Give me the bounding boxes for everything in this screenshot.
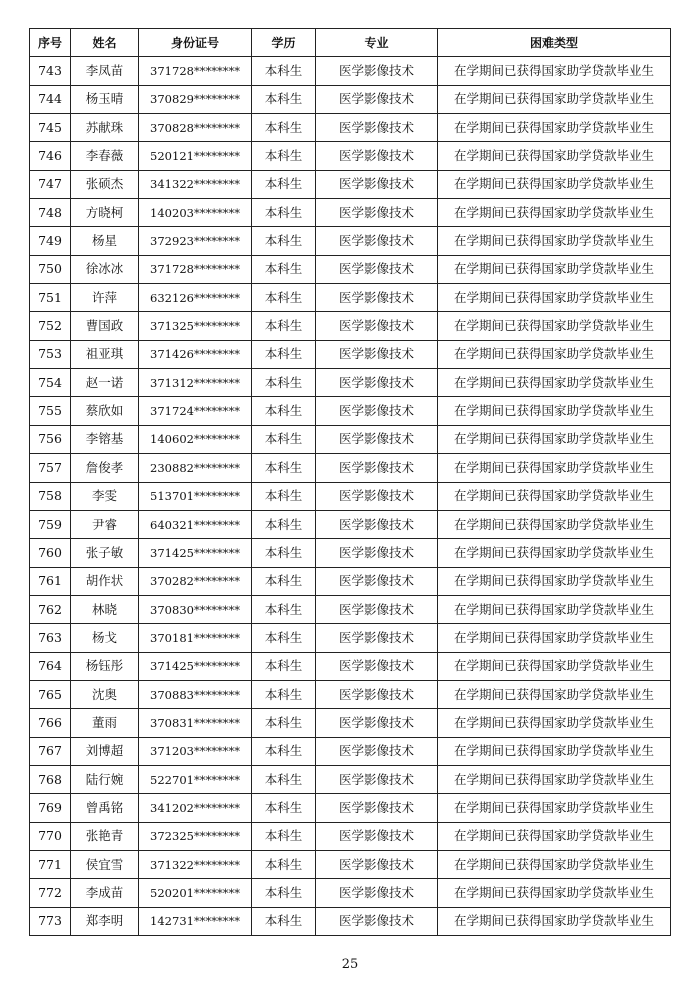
cell-difficulty-type: 在学期间已获得国家助学贷款毕业生 — [438, 85, 671, 113]
cell-education: 本科生 — [252, 510, 316, 538]
cell-difficulty-type: 在学期间已获得国家助学贷款毕业生 — [438, 510, 671, 538]
cell-education: 本科生 — [252, 794, 316, 822]
cell-id-number: 370829******** — [139, 85, 252, 113]
cell-difficulty-type: 在学期间已获得国家助学贷款毕业生 — [438, 907, 671, 935]
cell-difficulty-type: 在学期间已获得国家助学贷款毕业生 — [438, 709, 671, 737]
cell-index: 767 — [30, 737, 71, 765]
cell-id-number: 341322******** — [139, 170, 252, 198]
cell-major: 医学影像技术 — [316, 510, 438, 538]
cell-index: 751 — [30, 284, 71, 312]
cell-difficulty-type: 在学期间已获得国家助学贷款毕业生 — [438, 850, 671, 878]
table-row — [30, 114, 671, 142]
cell-name: 杨玉晴 — [71, 85, 139, 113]
cell-name: 詹俊孝 — [71, 454, 139, 482]
cell-id-number: 632126******** — [139, 284, 252, 312]
cell-difficulty-type: 在学期间已获得国家助学贷款毕业生 — [438, 199, 671, 227]
cell-index: 750 — [30, 255, 71, 283]
cell-major: 医学影像技术 — [316, 340, 438, 368]
cell-major: 医学影像技术 — [316, 709, 438, 737]
cell-major: 医学影像技术 — [316, 312, 438, 340]
table-row — [30, 482, 671, 510]
cell-index: 770 — [30, 822, 71, 850]
cell-education: 本科生 — [252, 879, 316, 907]
cell-name: 祖亚琪 — [71, 340, 139, 368]
header-name: 姓名 — [71, 29, 139, 57]
table-row — [30, 369, 671, 397]
cell-education: 本科生 — [252, 57, 316, 85]
header-education: 学历 — [252, 29, 316, 57]
table-header — [30, 29, 671, 57]
cell-education: 本科生 — [252, 680, 316, 708]
cell-name: 杨星 — [71, 227, 139, 255]
cell-id-number: 371728******** — [139, 255, 252, 283]
cell-name: 郑李明 — [71, 907, 139, 935]
cell-difficulty-type: 在学期间已获得国家助学贷款毕业生 — [438, 114, 671, 142]
table-row — [30, 227, 671, 255]
cell-education: 本科生 — [252, 850, 316, 878]
cell-name: 蔡欣如 — [71, 397, 139, 425]
table-row — [30, 284, 671, 312]
cell-id-number: 520121******** — [139, 142, 252, 170]
cell-difficulty-type: 在学期间已获得国家助学贷款毕业生 — [438, 312, 671, 340]
cell-index: 757 — [30, 454, 71, 482]
cell-index: 769 — [30, 794, 71, 822]
cell-difficulty-type: 在学期间已获得国家助学贷款毕业生 — [438, 255, 671, 283]
cell-difficulty-type: 在学期间已获得国家助学贷款毕业生 — [438, 369, 671, 397]
table-row — [30, 822, 671, 850]
cell-major: 医学影像技术 — [316, 879, 438, 907]
cell-name: 侯宜雪 — [71, 850, 139, 878]
cell-name: 许萍 — [71, 284, 139, 312]
table-row — [30, 624, 671, 652]
cell-name: 张艳青 — [71, 822, 139, 850]
cell-index: 749 — [30, 227, 71, 255]
cell-difficulty-type: 在学期间已获得国家助学贷款毕业生 — [438, 340, 671, 368]
cell-major: 医学影像技术 — [316, 199, 438, 227]
cell-index: 761 — [30, 567, 71, 595]
cell-id-number: 371426******** — [139, 340, 252, 368]
cell-major: 医学影像技术 — [316, 454, 438, 482]
cell-index: 747 — [30, 170, 71, 198]
table-row — [30, 595, 671, 623]
cell-difficulty-type: 在学期间已获得国家助学贷款毕业生 — [438, 624, 671, 652]
cell-name: 曹国政 — [71, 312, 139, 340]
cell-name: 李雯 — [71, 482, 139, 510]
cell-name: 曾禹铭 — [71, 794, 139, 822]
table-row — [30, 907, 671, 935]
cell-name: 刘博超 — [71, 737, 139, 765]
cell-major: 医学影像技术 — [316, 907, 438, 935]
cell-name: 苏献珠 — [71, 114, 139, 142]
cell-id-number: 520201******** — [139, 879, 252, 907]
cell-index: 760 — [30, 539, 71, 567]
cell-difficulty-type: 在学期间已获得国家助学贷款毕业生 — [438, 737, 671, 765]
cell-difficulty-type: 在学期间已获得国家助学贷款毕业生 — [438, 879, 671, 907]
cell-name: 尹睿 — [71, 510, 139, 538]
table-row — [30, 539, 671, 567]
cell-index: 772 — [30, 879, 71, 907]
table-row — [30, 652, 671, 680]
cell-major: 医学影像技术 — [316, 85, 438, 113]
cell-education: 本科生 — [252, 255, 316, 283]
cell-index: 764 — [30, 652, 71, 680]
table-row — [30, 737, 671, 765]
cell-index: 768 — [30, 765, 71, 793]
cell-id-number: 371322******** — [139, 850, 252, 878]
cell-name: 林晓 — [71, 595, 139, 623]
cell-id-number: 140203******** — [139, 199, 252, 227]
cell-education: 本科生 — [252, 737, 316, 765]
cell-name: 杨戈 — [71, 624, 139, 652]
cell-id-number: 230882******** — [139, 454, 252, 482]
cell-education: 本科生 — [252, 709, 316, 737]
cell-name: 董雨 — [71, 709, 139, 737]
cell-index: 756 — [30, 425, 71, 453]
cell-major: 医学影像技术 — [316, 255, 438, 283]
cell-major: 医学影像技术 — [316, 369, 438, 397]
cell-difficulty-type: 在学期间已获得国家助学贷款毕业生 — [438, 482, 671, 510]
cell-name: 李镕基 — [71, 425, 139, 453]
table-row — [30, 454, 671, 482]
cell-index: 759 — [30, 510, 71, 538]
cell-id-number: 371728******** — [139, 57, 252, 85]
cell-name: 胡作状 — [71, 567, 139, 595]
cell-education: 本科生 — [252, 114, 316, 142]
cell-education: 本科生 — [252, 340, 316, 368]
cell-major: 医学影像技术 — [316, 284, 438, 312]
cell-id-number: 371203******** — [139, 737, 252, 765]
cell-name: 沈奥 — [71, 680, 139, 708]
cell-index: 748 — [30, 199, 71, 227]
cell-difficulty-type: 在学期间已获得国家助学贷款毕业生 — [438, 822, 671, 850]
table-row — [30, 510, 671, 538]
cell-education: 本科生 — [252, 170, 316, 198]
cell-difficulty-type: 在学期间已获得国家助学贷款毕业生 — [438, 595, 671, 623]
cell-name: 陆行婉 — [71, 765, 139, 793]
cell-education: 本科生 — [252, 199, 316, 227]
cell-index: 758 — [30, 482, 71, 510]
cell-difficulty-type: 在学期间已获得国家助学贷款毕业生 — [438, 57, 671, 85]
student-table — [29, 28, 671, 936]
table-row — [30, 397, 671, 425]
cell-major: 医学影像技术 — [316, 142, 438, 170]
cell-major: 医学影像技术 — [316, 737, 438, 765]
cell-education: 本科生 — [252, 142, 316, 170]
header-row — [30, 29, 671, 57]
header-major: 专业 — [316, 29, 438, 57]
cell-id-number: 513701******** — [139, 482, 252, 510]
page-number: 25 — [341, 957, 359, 972]
cell-name: 李成苗 — [71, 879, 139, 907]
cell-index: 771 — [30, 850, 71, 878]
cell-difficulty-type: 在学期间已获得国家助学贷款毕业生 — [438, 170, 671, 198]
cell-major: 医学影像技术 — [316, 114, 438, 142]
cell-id-number: 371724******** — [139, 397, 252, 425]
cell-difficulty-type: 在学期间已获得国家助学贷款毕业生 — [438, 794, 671, 822]
cell-index: 763 — [30, 624, 71, 652]
table-row — [30, 425, 671, 453]
cell-major: 医学影像技术 — [316, 822, 438, 850]
cell-major: 医学影像技术 — [316, 794, 438, 822]
table-body — [30, 57, 671, 936]
cell-index: 746 — [30, 142, 71, 170]
cell-difficulty-type: 在学期间已获得国家助学贷款毕业生 — [438, 765, 671, 793]
cell-id-number: 370883******** — [139, 680, 252, 708]
cell-difficulty-type: 在学期间已获得国家助学贷款毕业生 — [438, 425, 671, 453]
cell-id-number: 371425******** — [139, 652, 252, 680]
cell-id-number: 370831******** — [139, 709, 252, 737]
cell-education: 本科生 — [252, 595, 316, 623]
cell-major: 医学影像技术 — [316, 850, 438, 878]
cell-major: 医学影像技术 — [316, 765, 438, 793]
cell-major: 医学影像技术 — [316, 227, 438, 255]
cell-id-number: 341202******** — [139, 794, 252, 822]
table-row — [30, 765, 671, 793]
cell-id-number: 370828******** — [139, 114, 252, 142]
cell-name: 徐冰冰 — [71, 255, 139, 283]
cell-index: 762 — [30, 595, 71, 623]
cell-major: 医学影像技术 — [316, 170, 438, 198]
cell-name: 张硕杰 — [71, 170, 139, 198]
cell-major: 医学影像技术 — [316, 57, 438, 85]
cell-difficulty-type: 在学期间已获得国家助学贷款毕业生 — [438, 284, 671, 312]
cell-index: 773 — [30, 907, 71, 935]
cell-difficulty-type: 在学期间已获得国家助学贷款毕业生 — [438, 680, 671, 708]
cell-id-number: 640321******** — [139, 510, 252, 538]
cell-major: 医学影像技术 — [316, 567, 438, 595]
cell-id-number: 372923******** — [139, 227, 252, 255]
cell-education: 本科生 — [252, 482, 316, 510]
cell-major: 医学影像技术 — [316, 652, 438, 680]
cell-major: 医学影像技术 — [316, 482, 438, 510]
cell-difficulty-type: 在学期间已获得国家助学贷款毕业生 — [438, 567, 671, 595]
cell-education: 本科生 — [252, 652, 316, 680]
cell-id-number: 522701******** — [139, 765, 252, 793]
table-row — [30, 142, 671, 170]
cell-education: 本科生 — [252, 425, 316, 453]
cell-index: 752 — [30, 312, 71, 340]
cell-id-number: 371425******** — [139, 539, 252, 567]
table-row — [30, 709, 671, 737]
cell-index: 755 — [30, 397, 71, 425]
cell-index: 754 — [30, 369, 71, 397]
table-row — [30, 340, 671, 368]
cell-education: 本科生 — [252, 624, 316, 652]
table-row — [30, 199, 671, 227]
cell-id-number: 372325******** — [139, 822, 252, 850]
table-row — [30, 680, 671, 708]
cell-id-number: 371325******** — [139, 312, 252, 340]
cell-name: 赵一诺 — [71, 369, 139, 397]
table-row — [30, 794, 671, 822]
cell-id-number: 142731******** — [139, 907, 252, 935]
header-index: 序号 — [30, 29, 71, 57]
cell-index: 744 — [30, 85, 71, 113]
cell-index: 745 — [30, 114, 71, 142]
cell-id-number: 370282******** — [139, 567, 252, 595]
cell-education: 本科生 — [252, 397, 316, 425]
cell-index: 766 — [30, 709, 71, 737]
cell-education: 本科生 — [252, 765, 316, 793]
cell-education: 本科生 — [252, 369, 316, 397]
table-row — [30, 85, 671, 113]
cell-id-number: 140602******** — [139, 425, 252, 453]
cell-major: 医学影像技术 — [316, 595, 438, 623]
cell-major: 医学影像技术 — [316, 624, 438, 652]
table-row — [30, 57, 671, 85]
header-id-number: 身份证号 — [139, 29, 252, 57]
cell-major: 医学影像技术 — [316, 680, 438, 708]
cell-name: 张子敏 — [71, 539, 139, 567]
cell-education: 本科生 — [252, 567, 316, 595]
table-row — [30, 170, 671, 198]
cell-name: 方晓柯 — [71, 199, 139, 227]
cell-id-number: 370181******** — [139, 624, 252, 652]
cell-name: 李春薇 — [71, 142, 139, 170]
cell-name: 李凤苗 — [71, 57, 139, 85]
table-row — [30, 255, 671, 283]
cell-index: 743 — [30, 57, 71, 85]
cell-name: 杨钰彤 — [71, 652, 139, 680]
cell-major: 医学影像技术 — [316, 425, 438, 453]
cell-education: 本科生 — [252, 85, 316, 113]
cell-education: 本科生 — [252, 312, 316, 340]
cell-difficulty-type: 在学期间已获得国家助学贷款毕业生 — [438, 652, 671, 680]
table-row — [30, 312, 671, 340]
cell-major: 医学影像技术 — [316, 539, 438, 567]
cell-difficulty-type: 在学期间已获得国家助学贷款毕业生 — [438, 397, 671, 425]
cell-difficulty-type: 在学期间已获得国家助学贷款毕业生 — [438, 227, 671, 255]
cell-index: 765 — [30, 680, 71, 708]
header-difficulty-type: 困难类型 — [438, 29, 671, 57]
cell-difficulty-type: 在学期间已获得国家助学贷款毕业生 — [438, 142, 671, 170]
cell-education: 本科生 — [252, 284, 316, 312]
cell-education: 本科生 — [252, 227, 316, 255]
cell-education: 本科生 — [252, 907, 316, 935]
cell-index: 753 — [30, 340, 71, 368]
table-row — [30, 879, 671, 907]
cell-id-number: 371312******** — [139, 369, 252, 397]
cell-id-number: 370830******** — [139, 595, 252, 623]
cell-education: 本科生 — [252, 539, 316, 567]
cell-education: 本科生 — [252, 454, 316, 482]
table-row — [30, 850, 671, 878]
table-row — [30, 567, 671, 595]
cell-major: 医学影像技术 — [316, 397, 438, 425]
cell-difficulty-type: 在学期间已获得国家助学贷款毕业生 — [438, 454, 671, 482]
cell-difficulty-type: 在学期间已获得国家助学贷款毕业生 — [438, 539, 671, 567]
cell-education: 本科生 — [252, 822, 316, 850]
